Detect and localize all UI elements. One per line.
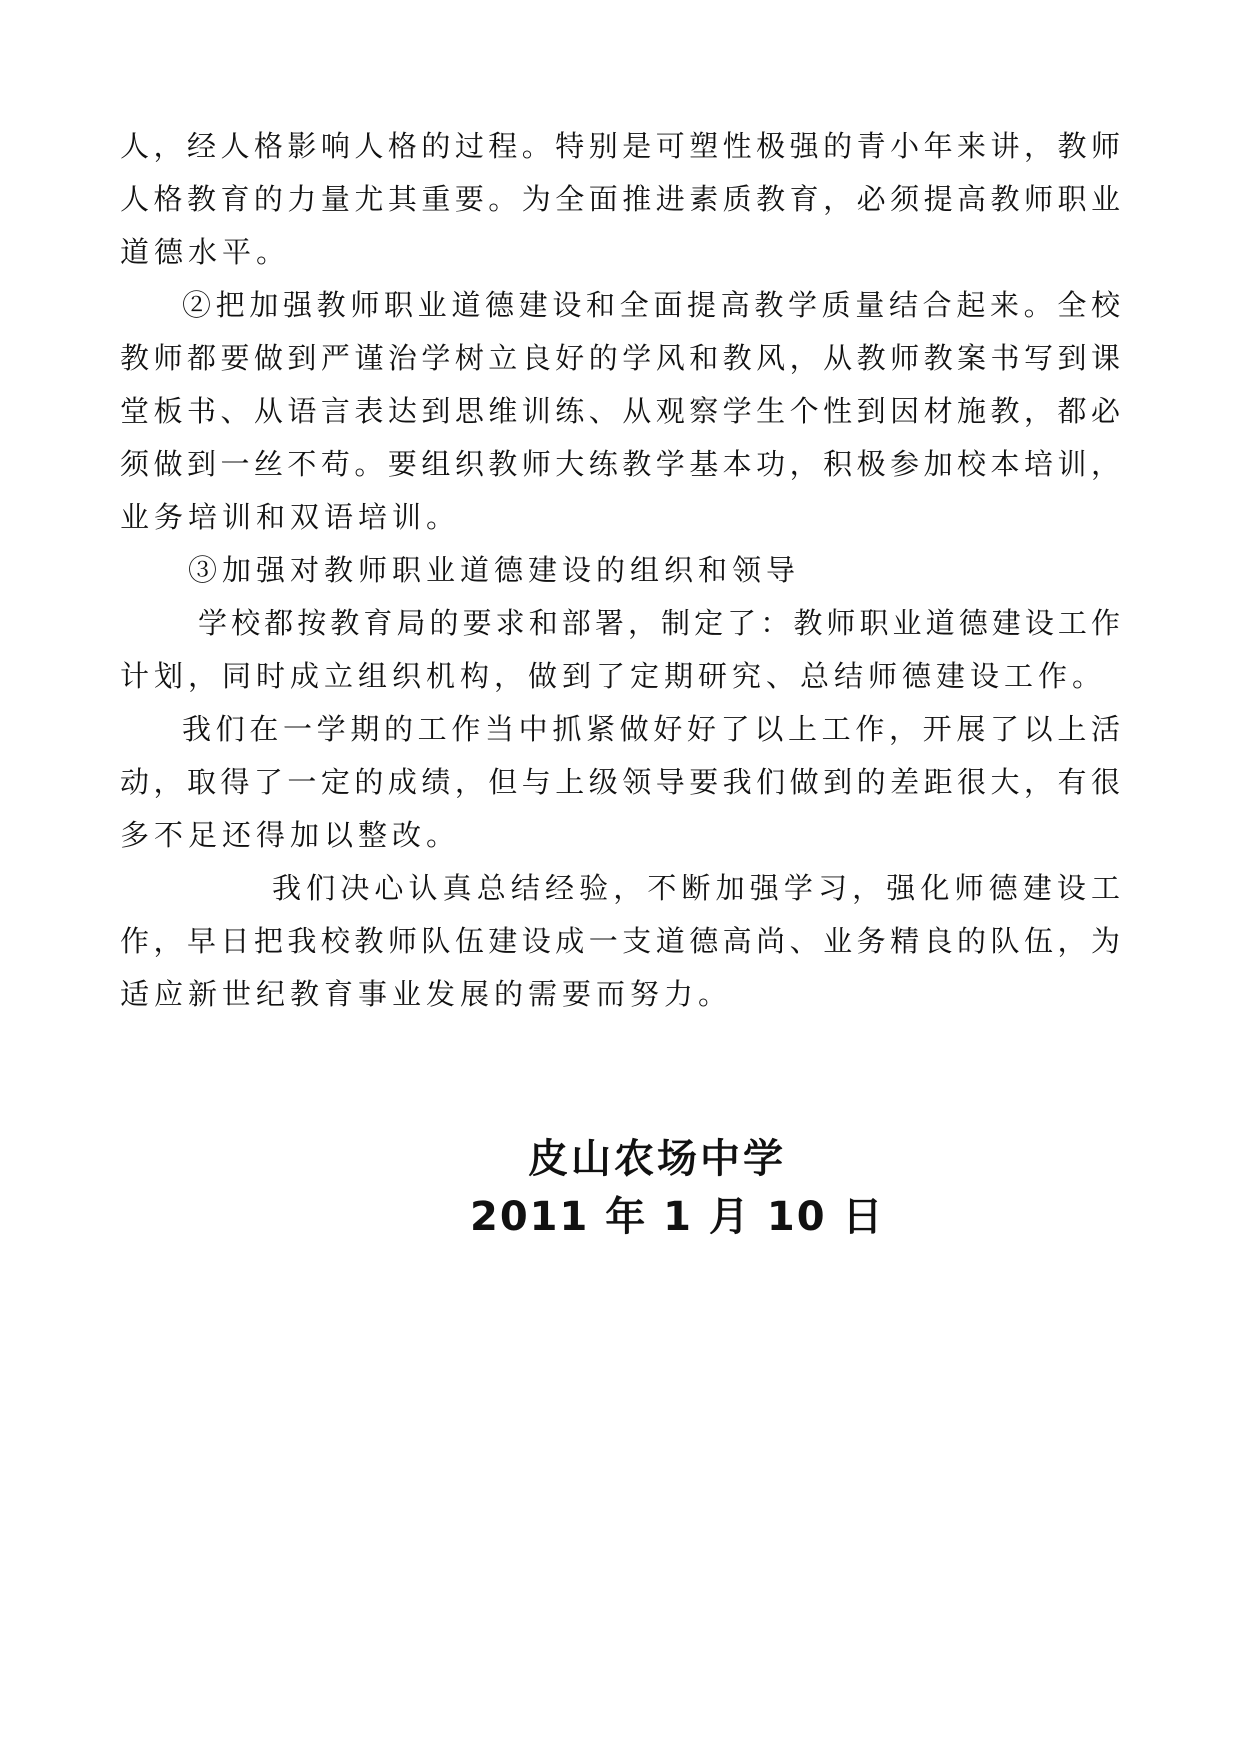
text-line-13: 动，取得了一定的成绩，但与上级领导要我们做到的差距很大，有很 [120,765,1120,799]
signature-date: 2011 年 1 月 10 日 [470,1194,885,1240]
text-line-6: 堂板书、从语言表达到思维训练、从观察学生个性到因材施教，都必 [120,394,1120,428]
text-line-1: 人，经人格影响人格的过程。特别是可塑性极强的青小年来讲，教师 [120,129,1120,163]
text-line-15: 我们决心认真总结经验，不断加强学习，强化师德建设工 [272,871,1120,905]
text-line-7: 须做到一丝不苟。要组织教师大练教学基本功，积极参加校本培训， [120,447,1120,481]
document-body [120,120,1120,1021]
text-line-14: 多不足还得加以整改。 [120,818,461,852]
text-line-3: 道德水平。 [120,235,291,269]
text-line-11: 计划，同时成立组织机构，做到了定期研究、总结师德建设工作。 [120,659,1107,693]
text-line-17: 适应新世纪教育事业发展的需要而努力。 [120,977,733,1011]
text-line-16: 作，早日把我校教师队伍建设成一支道德高尚、业务精良的队伍，为 [120,924,1120,958]
text-line-2: 人格教育的力量尤其重要。为全面推进素质教育，必须提高教师职业 [120,182,1120,216]
text-line-12: 我们在一学期的工作当中抓紧做好好了以上工作，开展了以上活 [182,712,1120,746]
school-name: 皮山农场中学 [528,1136,786,1182]
text-line-10: 学校都按教育局的要求和部署，制定了：教师职业道德建设工作 [198,606,1120,640]
text-line-5: 教师都要做到严谨治学树立良好的学风和教风，从教师教案书写到课 [120,341,1120,375]
signature-block [470,1130,885,1246]
text-line-4: ②把加强教师职业道德建设和全面提高教学质量结合起来。全校 [182,288,1120,322]
text-line-8: 业务培训和双语培训。 [120,500,461,534]
text-line-9: ③加强对教师职业道德建设的组织和领导 [188,553,801,587]
